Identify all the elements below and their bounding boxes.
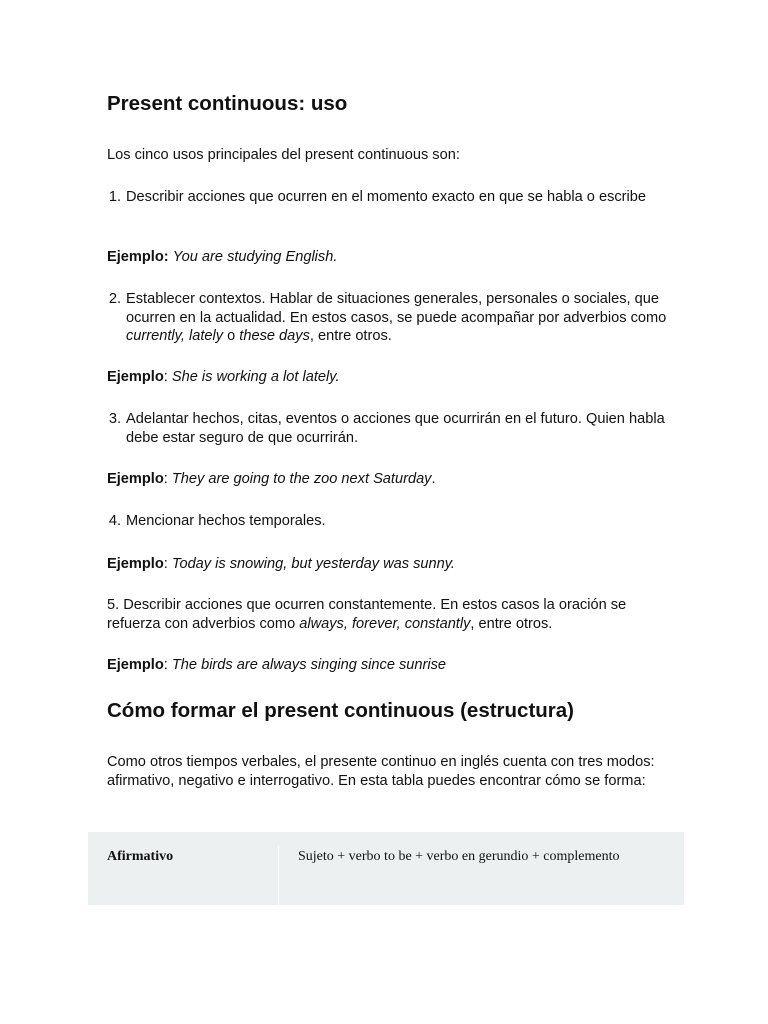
list-item-text: Describir acciones que ocurren en el momento exacto en que se habla o escribe: [126, 189, 646, 205]
list-item-4: [107, 512, 667, 531]
example-text: You are studying English.: [172, 249, 338, 265]
example-label: Ejemplo: [107, 471, 164, 487]
table-column-divider: [278, 846, 279, 905]
example-text: Today is snowing, but yesterday was sunny.: [171, 556, 455, 572]
section-paragraph: Como otros tiempos verbales, el presente continuo en inglés cuenta con tres modos: afirmativo, negativo e interrogativo. En esta tabla puedes encontrar cómo se forma:: [107, 754, 655, 789]
example-4: Ejemplo: Today is snowing, but yesterday was sunny.: [107, 556, 455, 572]
example-text: She is working a lot lately.: [171, 369, 340, 385]
structure-table: [88, 832, 684, 905]
list-number: 1.: [108, 189, 121, 205]
example-label: Ejemplo: [107, 369, 164, 385]
example-1: Ejemplo: You are studying English.: [107, 249, 338, 265]
list-item-1: [107, 188, 667, 207]
list-item-text: Establecer contextos. Hablar de situaciones generales, personales o sociales, que ocurren en la actualidad. En estos casos, se puede acompañar por adverbios como currently, lately o these days, entre otros.: [126, 291, 667, 344]
section-title: Cómo formar el present continuous (estructura): [107, 699, 575, 722]
list-item-3: [107, 410, 667, 447]
table-row-value: Sujeto + verbo to be + verbo en gerundio + complemento: [298, 849, 620, 864]
intro-paragraph: Los cinco usos principales del present continuous son:: [107, 147, 460, 163]
example-text: They are going to the zoo next Saturday: [171, 471, 432, 487]
example-label: Ejemplo: [107, 249, 164, 265]
example-2: Ejemplo: She is working a lot lately.: [107, 369, 340, 385]
list-item-text: Adelantar hechos, citas, eventos o acciones que ocurrirán en el futuro. Quien habla debe estar seguro de que ocurrirán.: [126, 411, 665, 446]
list-item-5: 5. Describir acciones que ocurren constantemente. En estos casos la oración se refuerza con adverbios como always, forever, constantly, entre otros.: [107, 597, 627, 632]
list-number: 4.: [108, 513, 121, 529]
example-5: Ejemplo: The birds are always singing since sunrise: [107, 657, 447, 673]
list-item-2: [107, 290, 667, 346]
example-label: Ejemplo: [107, 556, 164, 572]
list-number: 5.: [107, 597, 120, 613]
example-3: Ejemplo: They are going to the zoo next Saturday.: [107, 471, 436, 487]
example-text: The birds are always singing since sunrise: [171, 657, 447, 673]
page-title: Present continuous: uso: [107, 92, 348, 115]
table-row-label: Afirmativo: [107, 849, 174, 864]
example-label: Ejemplo: [107, 657, 164, 673]
list-number: 2.: [108, 291, 121, 307]
list-number: 3.: [108, 411, 121, 427]
list-item-text: Mencionar hechos temporales.: [126, 513, 326, 529]
